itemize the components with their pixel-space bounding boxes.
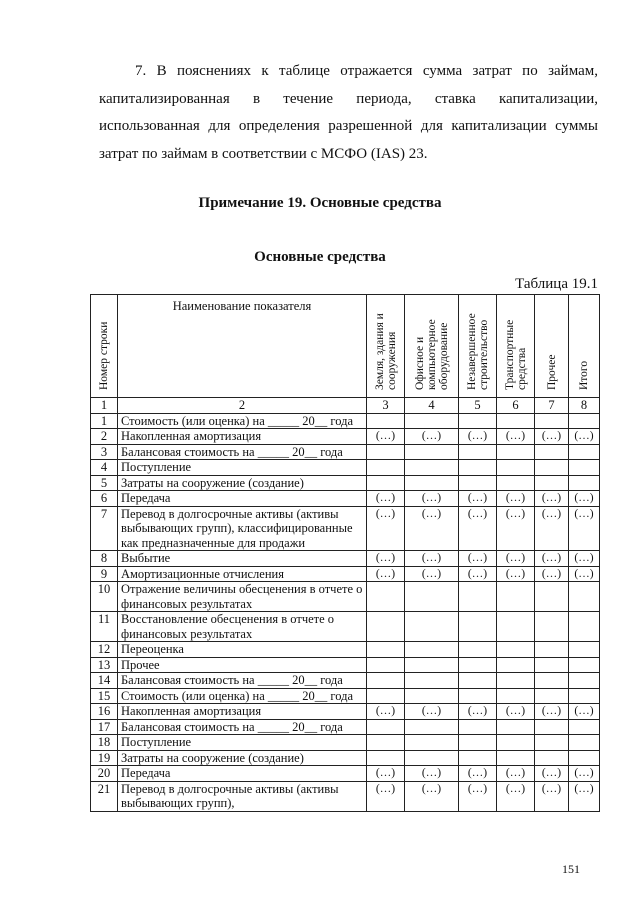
- table-row: [91, 582, 600, 612]
- value-cell: [535, 688, 569, 704]
- column-number: 4: [405, 398, 459, 414]
- row-label: Передача: [118, 491, 367, 507]
- page-number: 151: [562, 862, 580, 876]
- value-cell: (…): [569, 551, 600, 567]
- value-cell: [405, 735, 459, 751]
- value-cell: (…): [535, 704, 569, 720]
- value-cell: [405, 657, 459, 673]
- value-cell: [535, 750, 569, 766]
- value-cell: [459, 413, 497, 429]
- value-cell: [459, 688, 497, 704]
- value-cell: [497, 612, 535, 642]
- value-cell: (…): [459, 551, 497, 567]
- value-cell: [535, 612, 569, 642]
- row-number: 9: [91, 566, 118, 582]
- column-number: 6: [497, 398, 535, 414]
- value-cell: (…): [497, 429, 535, 445]
- header-label: Незавершенное строительство: [465, 313, 490, 390]
- table-row: [91, 506, 600, 551]
- value-cell: (…): [497, 551, 535, 567]
- value-cell: (…): [367, 766, 405, 782]
- table-row: [91, 429, 600, 445]
- value-cell: [459, 475, 497, 491]
- value-cell: [367, 688, 405, 704]
- value-cell: [459, 719, 497, 735]
- value-cell: [497, 688, 535, 704]
- value-cell: (…): [459, 766, 497, 782]
- value-cell: [535, 460, 569, 476]
- value-cell: [405, 444, 459, 460]
- value-cell: (…): [367, 429, 405, 445]
- value-cell: [535, 719, 569, 735]
- row-number: 19: [91, 750, 118, 766]
- value-cell: [459, 750, 497, 766]
- value-cell: (…): [405, 704, 459, 720]
- value-cell: [405, 475, 459, 491]
- value-cell: [459, 460, 497, 476]
- value-cell: (…): [459, 704, 497, 720]
- value-cell: [535, 413, 569, 429]
- value-cell: (…): [459, 566, 497, 582]
- value-cell: (…): [405, 429, 459, 445]
- table-row: [91, 704, 600, 720]
- header-label: Итого: [578, 360, 590, 390]
- value-cell: (…): [367, 704, 405, 720]
- row-number: 4: [91, 460, 118, 476]
- value-cell: [497, 642, 535, 658]
- column-number: 3: [367, 398, 405, 414]
- row-number: 11: [91, 612, 118, 642]
- value-cell: [367, 582, 405, 612]
- header-label: Транспортные средства: [503, 319, 528, 390]
- row-label: Поступление: [118, 735, 367, 751]
- value-cell: (…): [497, 766, 535, 782]
- value-cell: (…): [497, 781, 535, 811]
- row-label: Выбытие: [118, 551, 367, 567]
- value-cell: [459, 735, 497, 751]
- row-number: 5: [91, 475, 118, 491]
- table-row: [91, 719, 600, 735]
- table-row: [91, 673, 600, 689]
- value-cell: (…): [497, 566, 535, 582]
- value-cell: [459, 612, 497, 642]
- value-cell: [459, 582, 497, 612]
- value-cell: (…): [569, 704, 600, 720]
- value-cell: [569, 719, 600, 735]
- value-cell: (…): [367, 551, 405, 567]
- value-cell: [367, 475, 405, 491]
- value-cell: [569, 657, 600, 673]
- header-cell: [405, 295, 459, 398]
- header-cell: [569, 295, 600, 398]
- row-number: 18: [91, 735, 118, 751]
- header-cell: [459, 295, 497, 398]
- table-row: [91, 551, 600, 567]
- row-label: Накопленная амортизация: [118, 429, 367, 445]
- value-cell: (…): [535, 506, 569, 551]
- table-heading: Основные средства: [254, 249, 386, 265]
- value-cell: (…): [535, 566, 569, 582]
- paragraph-line: 7. В пояснениях к таблице отражается сумма затрат по займам,: [135, 63, 598, 79]
- value-cell: (…): [535, 781, 569, 811]
- row-number: 21: [91, 781, 118, 811]
- row-number: 20: [91, 766, 118, 782]
- value-cell: [497, 413, 535, 429]
- note-heading: Примечание 19. Основные средства: [198, 195, 442, 211]
- value-cell: (…): [459, 429, 497, 445]
- value-cell: [569, 582, 600, 612]
- value-cell: [367, 735, 405, 751]
- value-cell: (…): [535, 766, 569, 782]
- header-label: Прочее: [545, 354, 558, 390]
- row-number: 8: [91, 551, 118, 567]
- value-cell: [497, 444, 535, 460]
- value-cell: (…): [569, 766, 600, 782]
- row-label: Поступление: [118, 460, 367, 476]
- row-label: Отражение величины обесценения в отчете о финансовых результатах: [118, 582, 367, 612]
- value-cell: [367, 673, 405, 689]
- table-row: [91, 781, 600, 811]
- value-cell: [497, 673, 535, 689]
- value-cell: [497, 735, 535, 751]
- row-label: Накопленная амортизация: [118, 704, 367, 720]
- row-number: 14: [91, 673, 118, 689]
- row-number: 15: [91, 688, 118, 704]
- column-number: 7: [535, 398, 569, 414]
- row-number: 2: [91, 429, 118, 445]
- value-cell: [367, 642, 405, 658]
- value-cell: [569, 688, 600, 704]
- value-cell: [405, 612, 459, 642]
- row-label: Стоимость (или оценка) на _____ 20__ года: [118, 413, 367, 429]
- value-cell: (…): [569, 429, 600, 445]
- value-cell: [459, 657, 497, 673]
- table-row: [91, 750, 600, 766]
- value-cell: [535, 444, 569, 460]
- value-cell: [569, 673, 600, 689]
- value-cell: (…): [367, 491, 405, 507]
- value-cell: [459, 673, 497, 689]
- value-cell: (…): [459, 491, 497, 507]
- value-cell: [367, 413, 405, 429]
- header-cell: [118, 295, 367, 398]
- value-cell: [569, 444, 600, 460]
- row-label: Переоценка: [118, 642, 367, 658]
- value-cell: [405, 673, 459, 689]
- header-label: Офисное и компьютерное оборудование: [413, 319, 450, 390]
- row-label: Затраты на сооружение (создание): [118, 475, 367, 491]
- row-number: 12: [91, 642, 118, 658]
- row-label: Балансовая стоимость на _____ 20__ года: [118, 719, 367, 735]
- value-cell: [497, 475, 535, 491]
- value-cell: (…): [459, 506, 497, 551]
- paragraph-line: капитализированная в течение периода, ставка капитализации,: [99, 90, 598, 107]
- value-cell: [497, 719, 535, 735]
- row-number: 6: [91, 491, 118, 507]
- fixed-assets-table: [90, 294, 600, 812]
- paragraph-line: затрат по займам в соответствии с МСФО (IAS) 23.: [99, 145, 428, 162]
- table-row: [91, 444, 600, 460]
- value-cell: (…): [405, 781, 459, 811]
- header-row: [91, 295, 600, 398]
- row-label: Прочее: [118, 657, 367, 673]
- table-row: [91, 475, 600, 491]
- header-label: Земля, здания и сооружения: [373, 313, 398, 390]
- column-number: 2: [118, 398, 367, 414]
- row-number: 10: [91, 582, 118, 612]
- value-cell: [405, 719, 459, 735]
- column-number-row: [91, 398, 600, 414]
- value-cell: [367, 657, 405, 673]
- value-cell: [569, 413, 600, 429]
- table-label: Таблица 19.1: [515, 276, 598, 292]
- value-cell: (…): [405, 566, 459, 582]
- value-cell: [459, 444, 497, 460]
- value-cell: [569, 735, 600, 751]
- value-cell: (…): [405, 506, 459, 551]
- column-number: 1: [91, 398, 118, 414]
- value-cell: (…): [459, 781, 497, 811]
- header-cell: [91, 295, 118, 398]
- row-label: Амортизационные отчисления: [118, 566, 367, 582]
- value-cell: [459, 642, 497, 658]
- row-label: Передача: [118, 766, 367, 782]
- value-cell: [405, 413, 459, 429]
- header-cell: [367, 295, 405, 398]
- value-cell: (…): [569, 566, 600, 582]
- header-cell: [497, 295, 535, 398]
- value-cell: (…): [367, 781, 405, 811]
- value-cell: [569, 475, 600, 491]
- value-cell: [569, 460, 600, 476]
- row-label: Стоимость (или оценка) на _____ 20__ года: [118, 688, 367, 704]
- header-label: Номер строки: [98, 321, 110, 390]
- row-label: Восстановление обесценения в отчете о финансовых результатах: [118, 612, 367, 642]
- value-cell: [367, 444, 405, 460]
- row-number: 7: [91, 506, 118, 551]
- value-cell: (…): [367, 566, 405, 582]
- value-cell: [497, 657, 535, 673]
- value-cell: (…): [569, 491, 600, 507]
- value-cell: [405, 642, 459, 658]
- intro-paragraph: [99, 58, 598, 168]
- value-cell: [405, 688, 459, 704]
- value-cell: (…): [405, 766, 459, 782]
- value-cell: [569, 612, 600, 642]
- row-label: Перевод в долгосрочные активы (активы выбывающих групп), классифицированные как предназначенные для продажи: [118, 506, 367, 551]
- value-cell: [535, 673, 569, 689]
- value-cell: [367, 750, 405, 766]
- table-row: [91, 688, 600, 704]
- value-cell: [535, 642, 569, 658]
- value-cell: (…): [497, 506, 535, 551]
- row-label: Перевод в долгосрочные активы (активы выбывающих групп),: [118, 781, 367, 811]
- value-cell: [497, 750, 535, 766]
- value-cell: (…): [535, 491, 569, 507]
- value-cell: (…): [535, 551, 569, 567]
- row-number: 13: [91, 657, 118, 673]
- value-cell: [405, 750, 459, 766]
- column-number: 8: [569, 398, 600, 414]
- value-cell: [405, 460, 459, 476]
- value-cell: [569, 642, 600, 658]
- value-cell: [497, 582, 535, 612]
- row-number: 1: [91, 413, 118, 429]
- header-cell: [535, 295, 569, 398]
- value-cell: [535, 582, 569, 612]
- table-row: [91, 491, 600, 507]
- row-label: Балансовая стоимость на _____ 20__ года: [118, 444, 367, 460]
- column-number: 5: [459, 398, 497, 414]
- value-cell: [367, 719, 405, 735]
- value-cell: [405, 582, 459, 612]
- header-label: Наименование показателя: [172, 299, 312, 313]
- value-cell: (…): [569, 781, 600, 811]
- table-row: [91, 657, 600, 673]
- value-cell: [569, 750, 600, 766]
- table-body: [91, 413, 600, 811]
- value-cell: [535, 475, 569, 491]
- value-cell: [497, 460, 535, 476]
- value-cell: (…): [405, 551, 459, 567]
- value-cell: [535, 735, 569, 751]
- table-row: [91, 766, 600, 782]
- value-cell: [367, 612, 405, 642]
- value-cell: (…): [497, 491, 535, 507]
- value-cell: (…): [367, 506, 405, 551]
- value-cell: (…): [569, 506, 600, 551]
- row-number: 3: [91, 444, 118, 460]
- row-number: 16: [91, 704, 118, 720]
- paragraph-line: использованная для определения разрешенной для капитализации суммы: [99, 118, 598, 134]
- row-label: Балансовая стоимость на _____ 20__ года: [118, 673, 367, 689]
- table-row: [91, 566, 600, 582]
- table-row: [91, 460, 600, 476]
- table-row: [91, 735, 600, 751]
- row-label: Затраты на сооружение (создание): [118, 750, 367, 766]
- value-cell: (…): [535, 429, 569, 445]
- value-cell: (…): [405, 491, 459, 507]
- table-row: [91, 642, 600, 658]
- table-row: [91, 612, 600, 642]
- table-row: [91, 413, 600, 429]
- value-cell: [367, 460, 405, 476]
- value-cell: [535, 657, 569, 673]
- row-number: 17: [91, 719, 118, 735]
- value-cell: (…): [497, 704, 535, 720]
